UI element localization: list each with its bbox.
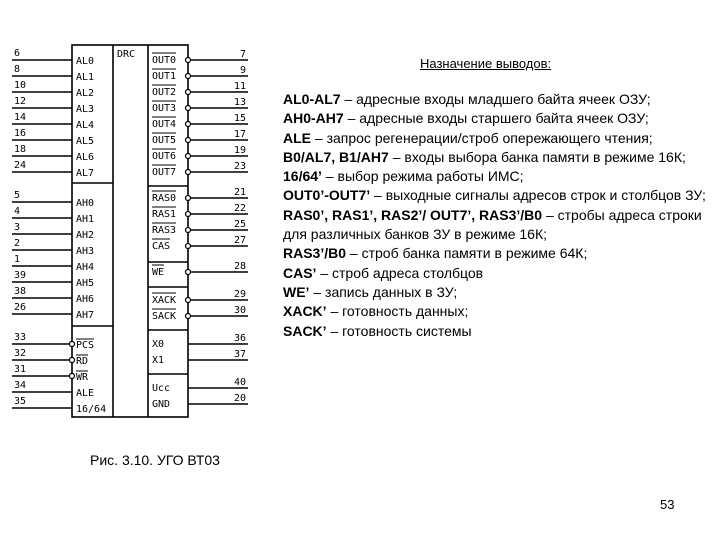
description-item [283,283,713,302]
pin-number: 25 [233,219,246,230]
description-item [283,90,713,109]
pin-label: AL0 [76,56,95,67]
pin-number: 33 [14,332,27,343]
description-term: RAS3’/B0 [283,245,347,262]
description-item [283,129,713,148]
pin-number: 12 [14,96,27,107]
description-term: CAS’ [283,264,317,281]
description-item [283,244,713,263]
description-title: Назначение выводов: [420,56,552,71]
pin-label: AL5 [76,136,95,147]
page-number: 53 [660,497,675,512]
pin-label: AH0 [76,198,95,209]
inversion-circle [186,74,191,79]
pin-label: OUT0 [152,55,177,66]
pin-number: 19 [233,145,246,156]
description-text: – входы выбора банка памяти в режиме 16К; [388,148,686,165]
right-pin [152,235,248,252]
pin-label: AL1 [76,72,95,83]
pin-number: 16 [14,128,27,139]
right-pin [152,203,248,220]
pin-number: 1 [14,254,21,265]
description-item [283,186,713,205]
inversion-circle [186,228,191,233]
right-pins [152,49,248,410]
pin-label: AL2 [76,88,95,99]
pin-number: 30 [233,305,246,316]
description-text: – строб банка памяти в режиме 64К; [346,245,588,262]
pin-number: 18 [14,144,27,155]
pin-label: CAS [152,241,171,252]
pin-label: AH2 [76,230,95,241]
inversion-circle [186,196,191,201]
inversion-circle [70,358,75,363]
description-item [283,302,713,321]
right-pin [152,145,248,162]
inversion-circle [186,314,191,319]
right-pin [152,65,248,82]
right-pin [152,81,248,98]
pin-label: X0 [152,339,165,350]
pin-label: WE [152,267,165,278]
pin-label: X1 [152,355,165,366]
description-item [283,167,713,186]
figure-caption: Рис. 3.10. УГО ВТ03 [90,452,220,468]
description-text: – адресные входы старшего байта ячеек ОЗУ; [343,110,649,127]
right-pin [152,187,248,204]
pin-label: Ucc [152,383,171,394]
inversion-circle [70,374,75,379]
description-text: – выходные сигналы адресов строк и столбцов ЗУ; [370,187,706,204]
pin-label: OUT4 [152,119,177,130]
pin-label: AH5 [76,278,95,289]
inversion-circle [186,122,191,127]
pin-number: 32 [14,348,27,359]
pin-number: 15 [233,113,246,124]
pin-number: 36 [233,333,246,344]
pin-label: AH1 [76,214,95,225]
description-item [283,322,713,341]
pin-number: 5 [14,190,21,201]
right-pin [152,97,248,114]
pin-number: 24 [14,160,27,171]
description-item [283,264,713,283]
pin-label: XACK [152,295,177,306]
pin-label: AL7 [76,168,95,179]
pin-number: 31 [14,364,27,375]
pin-label: OUT7 [152,167,177,178]
pin-number: 20 [233,393,246,404]
inversion-circle [186,170,191,175]
pin-label: OUT3 [152,103,177,114]
pin-number: 7 [239,49,246,60]
pin-number: 23 [233,161,246,172]
description-term: OUT0’-OUT7’ [283,187,371,204]
chip-title: DRC [117,49,136,60]
inversion-circle [186,90,191,95]
right-pin [152,305,248,322]
right-pin [152,161,248,178]
inversion-circle [186,154,191,159]
description-term: SACK’ [283,322,327,339]
pin-number: 34 [14,380,27,391]
description-list [283,90,713,341]
description-text: – запись данных в ЗУ; [309,283,458,300]
pin-number: 39 [14,270,27,281]
pin-number: 29 [233,289,246,300]
pin-label: RD [76,356,89,367]
right-pin [152,377,248,394]
description-term: B0/AL7, B1/AH7 [283,148,389,165]
pin-label: AL6 [76,152,95,163]
pin-label: RAS3 [152,225,177,236]
inversion-circle [70,342,75,347]
left-pin [12,48,94,67]
pin-label: PCS [76,340,95,351]
pin-label: AL4 [76,120,95,131]
pin-number: 38 [14,286,27,297]
description-term: RAS0’, RAS1’, RAS2’/ OUT7’, RAS3’/B0 [283,206,543,223]
description-text: – адресные входы младшего байта ячеек ОЗУ; [340,91,651,107]
pin-label: RAS1 [152,209,177,220]
pin-label: AL3 [76,104,95,115]
description-text: – стробы адреса строки для различных банков ЗУ в режиме 16К; [283,206,702,243]
description-text: – запрос регенерации/строб опережающего чтения; [311,129,653,146]
pin-label: AH3 [76,246,95,257]
pin-label: WR [76,372,89,383]
inversion-circle [186,138,191,143]
left-pins [12,48,106,415]
pin-label: OUT1 [152,71,177,82]
pin-label: RAS0 [152,193,177,204]
pin-number: 4 [14,206,21,217]
pin-number: 6 [14,48,21,59]
pin-number: 13 [233,97,246,108]
pin-label: OUT5 [152,135,177,146]
pin-label: OUT6 [152,151,177,162]
pin-number: 22 [233,203,246,214]
pin-number: 17 [233,129,246,140]
pin-label: 16/64 [76,404,107,415]
description-term: 16/64’ [283,168,322,185]
inversion-circle [186,298,191,303]
description-text: – готовность системы [326,322,472,339]
pin-label: AH4 [76,262,95,273]
inversion-circle [186,58,191,63]
right-pin [152,333,248,350]
pin-number: 28 [233,261,246,272]
pin-number: 10 [14,80,27,91]
right-pin [152,349,248,366]
description-term: AH0-AH7 [283,110,344,127]
pin-number: 8 [14,64,21,75]
pin-number: 2 [14,238,21,249]
right-pin [152,261,248,278]
inversion-circle [186,244,191,249]
pin-number: 9 [239,65,246,76]
pin-number: 14 [14,112,27,123]
pin-label: ALE [76,388,95,399]
pin-number: 40 [233,377,246,388]
pin-label: AH7 [76,310,95,321]
left-pin [12,190,94,209]
description-item [283,206,713,245]
right-pin [152,219,248,236]
pin-number: 3 [14,222,21,233]
description-item [283,148,713,167]
description-text: – готовность данных; [326,303,469,320]
description-term: ALE [283,129,311,146]
description-text: – строб адреса столбцов [316,264,484,281]
pin-number: 11 [233,81,246,92]
pin-label: SACK [152,311,177,322]
inversion-circle [186,212,191,217]
inversion-circle [186,106,191,111]
inversion-circle [186,270,191,275]
right-pin [152,129,248,146]
right-pin [152,49,248,66]
right-pin [152,393,248,410]
pin-number: 27 [233,235,246,246]
right-pin [152,289,248,306]
pin-label: GND [152,399,171,410]
description-term: XACK’ [283,303,327,320]
description-text: – выбор режима работы ИМС; [321,168,524,185]
pin-number: 37 [233,349,246,360]
pin-label: OUT2 [152,87,177,98]
pin-number: 35 [14,396,27,407]
description-item [283,109,713,128]
pin-number: 26 [14,302,27,313]
description-term: AL0-AL7 [283,91,341,107]
right-pin [152,113,248,130]
pin-number: 21 [233,187,246,198]
pin-label: AH6 [76,294,95,305]
description-term: WE’ [283,283,310,300]
